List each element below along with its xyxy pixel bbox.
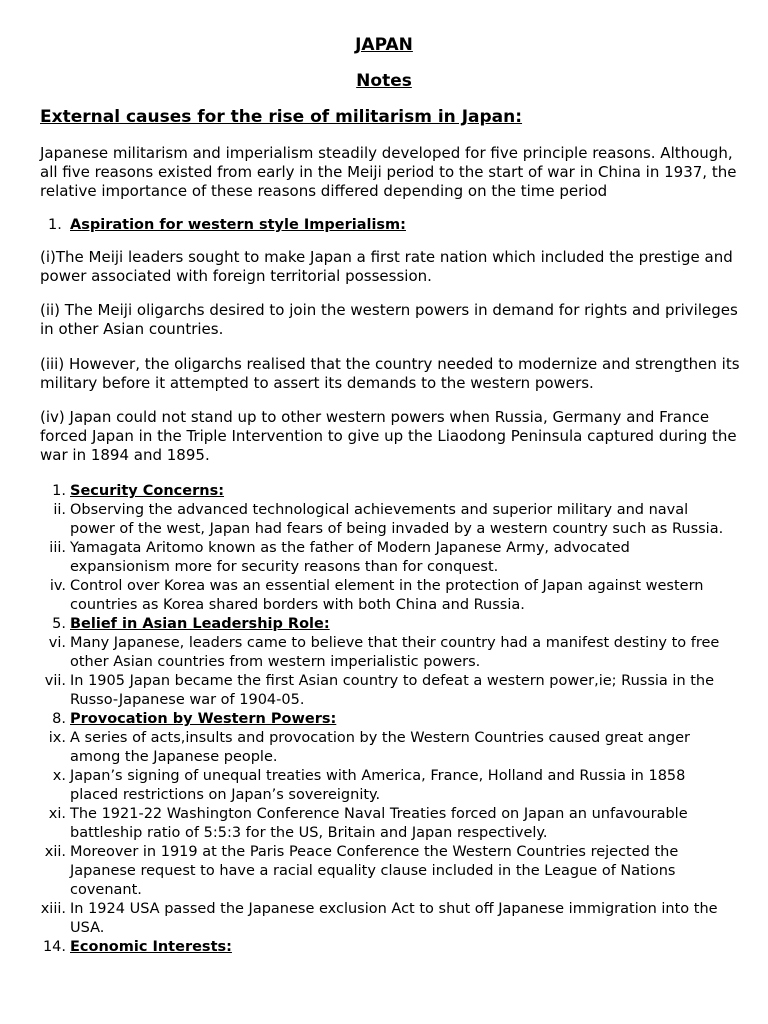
list-item-number: 14. — [42, 939, 66, 955]
list-item-number: 1. — [52, 483, 66, 499]
section-heading: External causes for the rise of militarism in Japan: — [40, 107, 523, 127]
section1-paragraph-1: (i)The Meiji leaders sought to make Japan a first rate nation which included the prestige and power associated with foreign territorial possession. — [40, 248, 733, 285]
list-item — [0, 577, 768, 615]
list-item — [0, 900, 768, 938]
list-item-number: x. — [52, 768, 66, 784]
list-item-number: xii. — [44, 844, 66, 860]
list-item-text: A series of acts,insults and provocation by the Western Countries caused great anger among the Japanese people. — [70, 730, 690, 765]
section1-label: Aspiration for western style Imperialism: — [70, 217, 406, 233]
list-item — [0, 501, 768, 539]
list-item-number: vi. — [48, 635, 66, 651]
list-item — [0, 767, 768, 805]
list-item-heading: Belief in Asian Leadership Role: — [70, 616, 330, 632]
section1-paragraph-2: (ii) The Meiji oligarchs desired to join the western powers in demand for rights and privileges in other Asian countries. — [40, 301, 738, 338]
list-item-heading: Provocation by Western Powers: — [70, 711, 337, 727]
list-item-number: ix. — [48, 730, 66, 746]
list-item-text: In 1905 Japan became the first Asian country to defeat a western power,ie; Russia in the Russo-Japanese war of 1904-05. — [70, 673, 715, 708]
list-item — [0, 482, 768, 501]
section1-number: 1. — [48, 217, 62, 233]
list-item — [0, 634, 768, 672]
list-item-text: The 1921-22 Washington Conference Naval Treaties forced on Japan an unfavourable battleship ratio of 5:5:3 for the US, Britain and Japan respectively. — [70, 806, 688, 841]
list-item — [0, 843, 768, 900]
list-item-number: iii. — [49, 540, 66, 556]
list-item-text: Japan’s signing of unequal treaties with America, France, Holland and Russia in 1858 placed restrictions on Japan’s sovereignity. — [70, 768, 686, 803]
list-item-number: vii. — [44, 673, 66, 689]
list-item — [0, 938, 768, 957]
list-item-number: 5. — [52, 616, 66, 632]
list-item — [0, 672, 768, 710]
list-item — [0, 539, 768, 577]
list-item-text: Yamagata Aritomo known as the father of Modern Japanese Army, advocated expansionism more for security reasons than for conquest. — [70, 540, 630, 575]
section1-paragraph-3: (iii) However, the oligarchs realised that the country needed to modernize and strengthen its military before it attempted to assert its demands to the western powers. — [40, 355, 740, 392]
document-subtitle: Notes — [356, 71, 412, 91]
list-item-text: Many Japanese, leaders came to believe that their country had a manifest destiny to free other Asian countries from western imperialistic powers. — [70, 635, 720, 670]
list-item-heading: Security Concerns: — [70, 483, 225, 499]
list-item-number: xi. — [48, 806, 66, 822]
list-item — [0, 615, 768, 634]
list-item-number: xiii. — [40, 901, 66, 917]
document-title: JAPAN — [355, 35, 413, 55]
intro-paragraph: Japanese militarism and imperialism steadily developed for five principle reasons. Although, all five reasons existed from early in the Meiji period to the start of war in China in 1937, the relative importance of these reasons differed depending on the time period — [40, 144, 737, 200]
list-item-heading: Economic Interests: — [70, 939, 232, 955]
list-item-number: iv. — [49, 578, 66, 594]
list-item-number: 8. — [52, 711, 66, 727]
list-item-text: In 1924 USA passed the Japanese exclusion Act to shut off Japanese immigration into the USA. — [70, 901, 718, 936]
list-item-text: Observing the advanced technological achievements and superior military and naval power of the west, Japan had fears of being invaded by a western country such as Russia. — [70, 502, 724, 537]
list-item — [0, 805, 768, 843]
list-item-text: Moreover in 1919 at the Paris Peace Conference the Western Countries rejected the Japanese request to have a racial equality clause included in the League of Nations covenant. — [70, 844, 679, 898]
list-item — [0, 729, 768, 767]
list-item — [0, 710, 768, 729]
list-item-text: Control over Korea was an essential element in the protection of Japan against western countries as Korea shared borders with both China and Russia. — [70, 578, 704, 613]
list-item-number: ii. — [53, 502, 66, 518]
section1-paragraph-4: (iv) Japan could not stand up to other western powers when Russia, Germany and France forced Japan in the Triple Intervention to give up the Liaodong Peninsula captured during the war in 1894 and 1895. — [40, 408, 737, 464]
causes-list — [0, 482, 768, 957]
